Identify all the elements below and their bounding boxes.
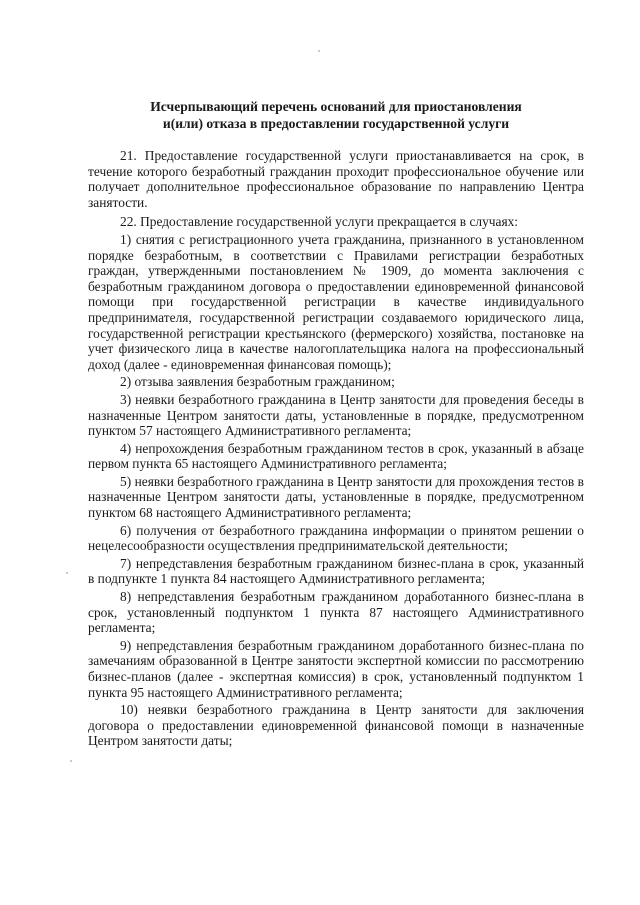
title-line-2: и(или) отказа в предоставлении государственной услуги [162,116,510,131]
list-item-9: 9) непредставления безработным гражданином доработанного бизнес-плана по замечаниям образованной в Центре занятости экспертной комиссии по рассмотрению бизнес-планов (далее - экспертная комиссия) в срок, установленный подпунктом 1 пункта 95 настоящего Административного регламента; [88,637,584,700]
scan-speck [318,50,320,52]
list-item-6: 6) получения от безработного гражданина информации о принятом решении о нецелесообразности осуществления предпринимательской деятельности; [88,522,584,554]
list-item-7: 7) непредставления безработным гражданином бизнес-плана в срок, указанный в подпункте 1 пункта 84 настоящего Административного регламента; [88,555,584,587]
list-item-3: 3) неявки безработного гражданина в Центр занятости для проведения беседы в назначенные Центром занятости даты, установленные в порядке, предусмотренном пунктом 57 настоящего Административного регламента; [88,391,584,439]
document-page [88,98,584,751]
document-title [88,98,584,132]
list-item-4: 4) непрохождения безработным гражданином тестов в срок, указанный в абзаце первом пункта 65 настоящего Административного регламента; [88,440,584,472]
paragraph-21: 21. Предоставление государственной услуги приостанавливается на срок, в течение которого безработный гражданин проходит профессиональное обучение или получает дополнительное профессиональное образование по направлению Центра занятости. [88,148,584,210]
list-item-10: 10) неявки безработного гражданина в Центр занятости для заключения договора о предоставлении единовременной финансовой помощи в назначенные Центром занятости даты; [88,702,584,749]
scan-speck [70,760,72,762]
title-line-1: Исчерпывающий перечень оснований для приостановления [150,99,522,114]
list-item-1: 1) снятия с регистрационного учета гражданина, признанного в установленном порядке безработным, в соответствии с Правилами регистрации безработных граждан, утвержденными постановлением № 1909, до момента заключения с безработным гражданином договора о предоставлении единовременной финансовой помощи при государственной регистрации в качестве индивидуального предпринимателя, государственной регистрации создаваемого юридического лица, государственной регистрации крестьянского (фермерского) хозяйства, постановке на учет физического лица в качестве налогоплательщика налога на профессиональный доход (далее - единовременная финансовая помощь); [88,231,584,372]
list-item-5: 5) неявки безработного гражданина в Центр занятости для прохождения тестов в назначенные Центром занятости даты, установленные в порядке, предусмотренном пунктом 68 настоящего Административного регламента; [88,473,584,521]
list-item-2: 2) отзыва заявления безработным гражданином; [120,374,395,390]
paragraph-22: 22. Предоставление государственной услуги прекращается в случаях: [120,214,519,230]
scan-speck [66,572,68,574]
list-item-8: 8) непредставления безработным гражданином доработанного бизнес-плана в срок, установленный подпунктом 1 пункта 87 настоящего Административного регламента; [88,589,584,636]
